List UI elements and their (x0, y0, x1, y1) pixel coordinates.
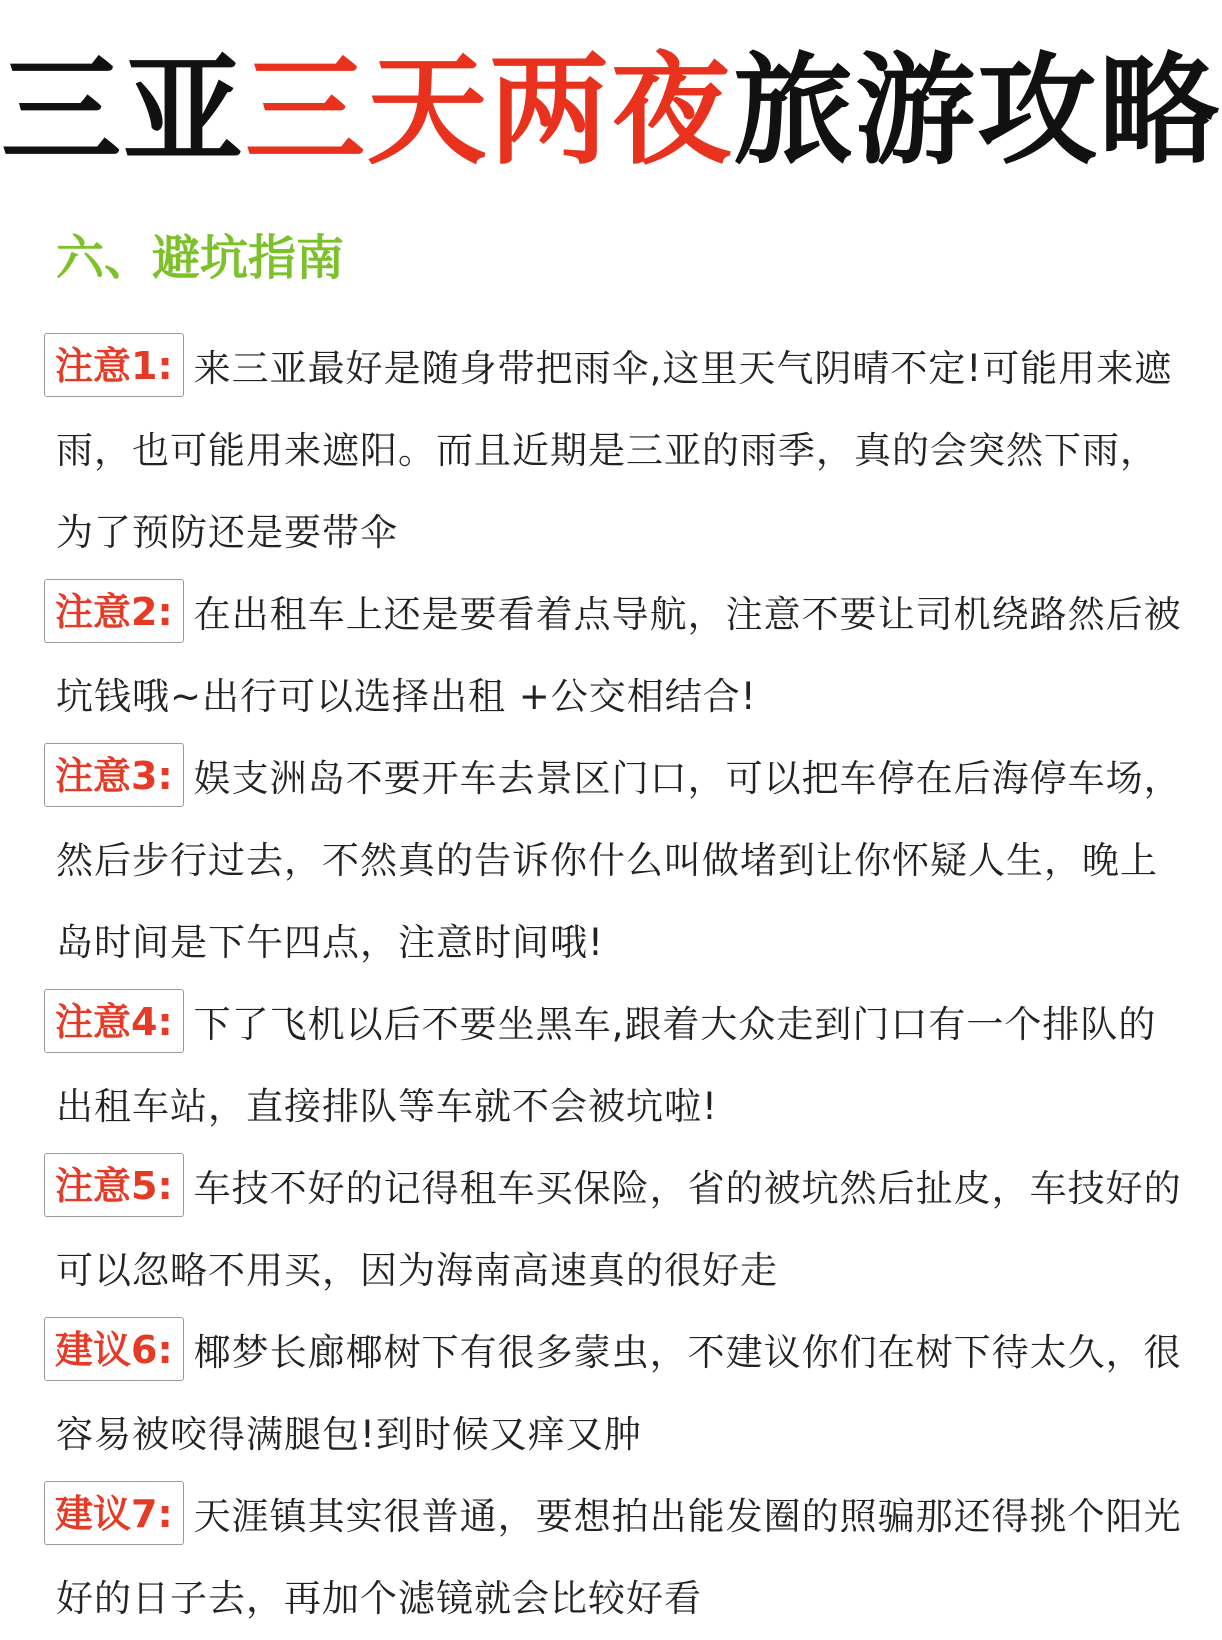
tip-badge: 注意3: (44, 743, 184, 807)
tip-text: 在出租车上还是要看着点导航，注意不要让司机绕路然后被坑钱哦~出行可以选择出租 +公交相结合! (56, 593, 1182, 718)
tip-item (56, 574, 1186, 738)
tip-text: 椰梦长廊椰树下有很多蒙虫，不建议你们在树下待太久，很容易被咬得满腿包!到时候又痒又肿 (56, 1331, 1182, 1456)
tip-item (56, 1476, 1186, 1640)
page-title (0, 42, 1222, 182)
tip-badge: 注意2: (44, 579, 184, 643)
tip-item (56, 1148, 1186, 1312)
title-part-sanya: 三亚 (1, 42, 245, 181)
tip-text: 天涯镇其实很普通，要想拍出能发圈的照骗那还得挑个阳光好的日子去，再加个滤镜就会比较好看 (56, 1495, 1182, 1620)
tip-text: 下了飞机以后不要坐黑车,跟着大众走到门口有一个排队的出租车站，直接排队等车就不会被坑啦! (56, 1003, 1157, 1128)
tip-badge: 注意5: (44, 1153, 184, 1217)
tip-item (56, 328, 1186, 574)
tip-text: 娱支洲岛不要开车去景区门口，可以把车停在后海停车场，然后步行过去，不然真的告诉你什么叫做堵到让你怀疑人生，晚上岛时间是下午四点，注意时间哦! (56, 757, 1182, 964)
tip-badge: 注意4: (44, 989, 184, 1053)
tip-item (56, 738, 1186, 984)
tip-badge: 建议6: (44, 1317, 184, 1381)
tips-list (56, 328, 1186, 1640)
tip-text: 来三亚最好是随身带把雨伞,这里天气阴晴不定!可能用来遮雨，也可能用来遮阳。而且近期是三亚的雨季，真的会突然下雨，为了预防还是要带伞 (56, 347, 1173, 554)
tip-badge: 注意1: (44, 333, 184, 397)
tip-text: 车技不好的记得租车买保险，省的被坑然后扯皮，车技好的可以忽略不用买，因为海南高速真的很好走 (56, 1167, 1182, 1292)
tip-badge: 建议7: (44, 1481, 184, 1545)
tip-item (56, 1312, 1186, 1476)
tip-item (56, 984, 1186, 1148)
title-part-duration: 三天两夜 (245, 42, 733, 181)
section-heading: 六、避坑指南 (56, 230, 345, 286)
title-part-guide: 旅游攻略 (733, 42, 1221, 181)
